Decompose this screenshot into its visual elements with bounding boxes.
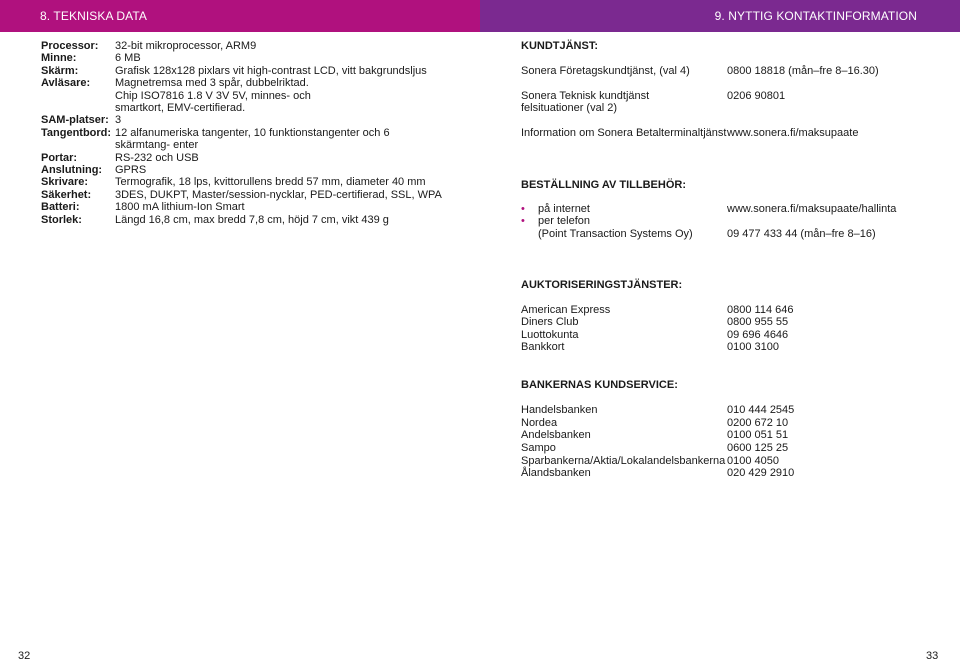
list-item xyxy=(521,228,941,241)
contact-value: 09 696 4646 xyxy=(727,329,789,341)
list-item xyxy=(521,404,941,417)
contact-value: 0800 955 55 xyxy=(727,316,789,328)
auktorisering-title: AUKTORISERINGSTJÄNSTER: xyxy=(521,279,683,291)
contact-label: Bankkort xyxy=(521,341,565,353)
section-9-header xyxy=(480,0,960,32)
page-number-right: 33 xyxy=(926,650,939,661)
spec-row xyxy=(41,40,461,52)
contact-label: per telefon xyxy=(538,215,590,227)
bullet-icon: • xyxy=(521,203,525,215)
spec-row xyxy=(41,114,461,126)
spec-label: Processor: xyxy=(41,40,99,52)
contact-link[interactable]: www.sonera.fi/maksupaate/hallinta xyxy=(727,203,897,215)
spec-row xyxy=(41,164,461,176)
contact-value xyxy=(727,215,941,228)
spec-value: 3DES, DUKPT, Master/session-nycklar, PED-certifierad, SSL, WPA xyxy=(115,188,442,201)
spec-label: Säkerhet: xyxy=(41,188,92,201)
list-item xyxy=(521,90,941,103)
spec-row xyxy=(41,52,461,64)
spec-row xyxy=(41,189,461,201)
contact-label: Sonera Teknisk kundtjänst xyxy=(521,90,650,102)
banker-title: BANKERNAS KUNDSERVICE: xyxy=(521,379,678,391)
spec-value: GPRS xyxy=(115,164,147,177)
spec-row xyxy=(41,201,461,213)
bullet-icon: • xyxy=(521,215,525,227)
list-item xyxy=(521,65,941,78)
list-item xyxy=(521,341,941,354)
spec-label: Storlek: xyxy=(41,213,82,226)
contact-value: 0800 18818 (mån–fre 8–16.30) xyxy=(727,65,879,77)
spec-value: RS-232 och USB xyxy=(115,151,199,164)
kundtjanst-title: KUNDTJÄNST: xyxy=(521,40,598,52)
list-item xyxy=(521,316,941,329)
contact-value: 010 444 2545 xyxy=(727,404,795,416)
spec-label: Anslutning: xyxy=(41,164,103,177)
list-item xyxy=(521,203,941,216)
contact-value: 0800 114 646 xyxy=(727,304,794,316)
list-item xyxy=(521,467,941,480)
list-item xyxy=(521,102,941,115)
page-number-left: 32 xyxy=(18,650,31,661)
spec-label: Batteri: xyxy=(41,201,80,214)
contact-value: 0200 672 10 xyxy=(727,417,789,429)
contact-label: Information om Sonera Betalterminaltjänst xyxy=(521,127,727,139)
spec-value: 12 alfanumeriska tangenter, 10 funktionstangenter och 6 skärmtang- enter xyxy=(115,126,390,152)
spec-label: Skärm: xyxy=(41,64,79,77)
list-item xyxy=(521,215,941,228)
spec-value: 32-bit mikroprocessor, ARM9 xyxy=(115,40,257,52)
contact-label: Nordea xyxy=(521,417,558,429)
section-8-header xyxy=(0,0,480,32)
spec-value: Magnetremsa med 3 spår, dubbelriktad. Chip ISO7816 1.8 V 3V 5V, minnes- och smartkort, EMV-certifierad. xyxy=(115,77,311,115)
contact-label: Sonera Företagskundtjänst, (val 4) xyxy=(521,65,690,77)
contact-label: Handelsbanken xyxy=(521,404,598,416)
contact-label: Sparbankerna/Aktia/Lokalandelsbankerna xyxy=(521,455,726,467)
spec-label: Portar: xyxy=(41,151,78,164)
spec-label: SAM-platser: xyxy=(41,114,109,127)
contact-value xyxy=(727,102,941,115)
contact-value: 0100 3100 xyxy=(727,341,779,353)
spec-label: Tangentbord: xyxy=(41,126,112,139)
contact-value: 0100 051 51 xyxy=(727,429,789,441)
list-item xyxy=(521,455,941,468)
spec-row xyxy=(41,127,461,152)
contact-value: 09 477 433 44 (mån–fre 8–16) xyxy=(727,228,876,240)
contact-label: Diners Club xyxy=(521,316,579,328)
contact-value: 0100 4050 xyxy=(727,455,779,467)
spec-value: Grafisk 128x128 pixlars vit high-contrast LCD, vitt bakgrundsljus xyxy=(115,64,427,77)
spec-label: Minne: xyxy=(41,52,77,65)
spec-value: 1800 mA lithium-Ion Smart xyxy=(115,201,245,214)
contact-label: (Point Transaction Systems Oy) xyxy=(538,228,693,240)
list-item xyxy=(521,329,941,342)
contact-value: 0206 90801 xyxy=(727,90,786,102)
contact-label: felsituationer (val 2) xyxy=(521,102,617,114)
contact-label: American Express xyxy=(521,304,611,316)
section-9-title: 9. NYTTIG KONTAKTINFORMATION xyxy=(714,9,917,23)
section-8-title: 8. TEKNISKA DATA xyxy=(40,9,147,23)
contact-label: Sampo xyxy=(521,442,556,454)
tech-specs-list xyxy=(41,40,461,226)
spec-label: Avläsare: xyxy=(41,77,91,90)
tillbehor-title: BESTÄLLNING AV TILLBEHÖR: xyxy=(521,179,686,191)
contact-label: Andelsbanken xyxy=(521,429,591,441)
spec-row xyxy=(41,176,461,188)
spec-label: Skrivare: xyxy=(41,176,89,189)
spec-value: Längd 16,8 cm, max bredd 7,8 cm, höjd 7 cm, vikt 439 g xyxy=(115,213,389,226)
contact-value: 020 429 2910 xyxy=(727,467,795,479)
list-item xyxy=(521,127,941,140)
spec-value: 6 MB xyxy=(115,52,141,65)
list-item xyxy=(521,417,941,430)
contact-label: Ålandsbanken xyxy=(521,467,591,479)
spec-value: Termografik, 18 lps, kvittorullens bredd 57 mm, diameter 40 mm xyxy=(115,176,426,189)
list-item xyxy=(521,442,941,455)
contact-label: på internet xyxy=(538,203,590,215)
contact-link[interactable]: www.sonera.fi/maksupaate xyxy=(727,127,859,139)
contact-value: 0600 125 25 xyxy=(727,442,789,454)
spec-value: 3 xyxy=(115,114,122,127)
contact-label: Luottokunta xyxy=(521,329,579,341)
list-item xyxy=(521,304,941,317)
spec-row xyxy=(41,77,461,114)
list-item xyxy=(521,429,941,442)
spec-row xyxy=(41,214,461,226)
spec-row xyxy=(41,65,461,77)
spec-row xyxy=(41,152,461,164)
